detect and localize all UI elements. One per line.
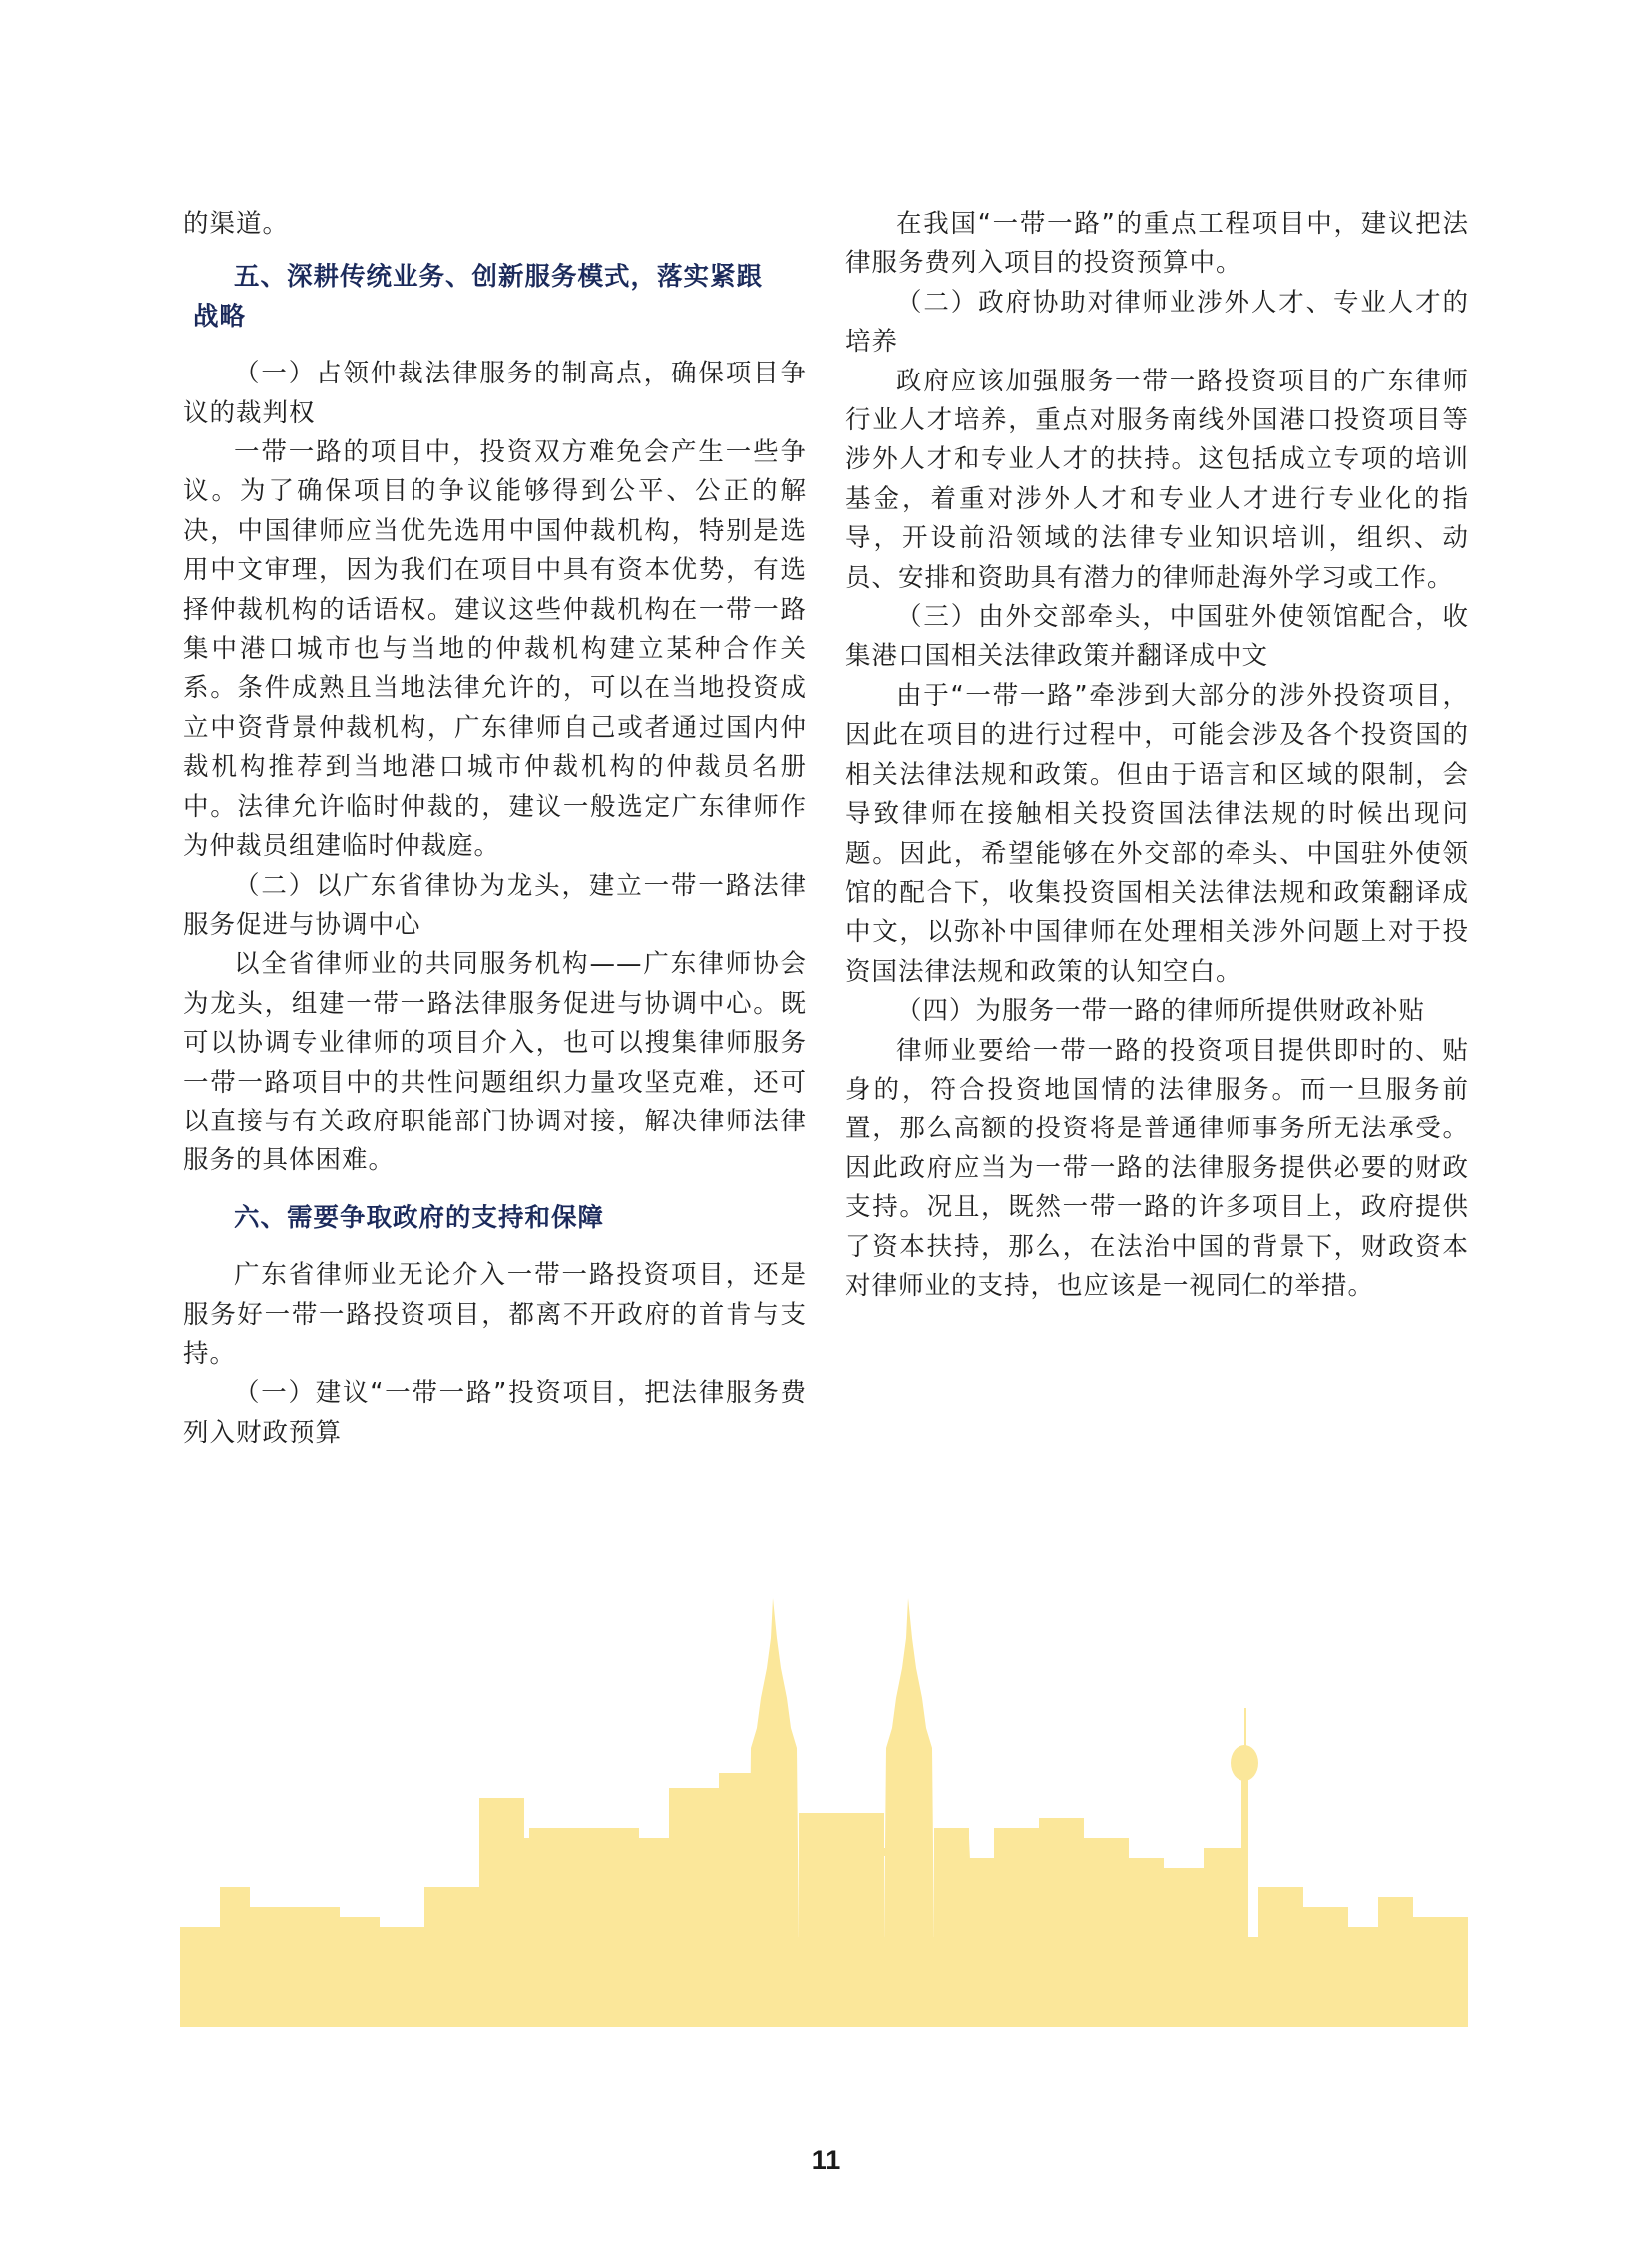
section-heading-6: 六、需要争取政府的支持和保障	[234, 1202, 605, 1233]
subheading-6-3: （三）由外交部牵头，中国驻外使领馆配合，收集港口国相关法律政策并翻译成中文	[845, 602, 1469, 672]
skyline-silhouette	[180, 1598, 1468, 2027]
subheading-6-2: （二）政府协助对律师业涉外人才、专业人才的培养	[845, 287, 1469, 358]
paragraph-coordination-center: 以全省律师业的共同服务机构——广东律师协会为龙头，组建一带一路法律服务促进与协调中心。既可以协调专业律师的项目介入，也可以搜集律师服务一带一路项目中的共性问题组织力量攻坚克难，还可以直接与有关政府职能部门协调对接，解决律师法律服务的具体困难。	[183, 949, 807, 1176]
paragraph-foreign-law-translation: 由于“一带一路”牵涉到大部分的涉外投资项目，因此在项目的进行过程中，可能会涉及各个投资国的相关法律法规和政策。但由于语言和区域的限制，会导致律师在接触相关投资国法律法规的时候出现问题。因此，希望能够在外交部的牵头、中国驻外使领馆的配合下，收集投资国相关法律法规和政策翻译成中文，以弥补中国律师在处理相关涉外问题上对于投资国法律法规和政策的认知空白。	[845, 680, 1469, 987]
right-column	[845, 205, 1469, 1306]
city-skyline-illustration	[180, 1588, 1468, 2027]
paragraph-financial-subsidy: 律师业要给一带一路的投资项目提供即时的、贴身的，符合投资地国情的法律服务。而一旦服务前置，那么高额的投资将是普通律师事务所无法承受。因此政府应当为一带一路的法律服务提供必要的财政支持。况且，既然一带一路的许多项目上，政府提供了资本扶持，那么，在法治中国的背景下，财政资本对律师业的支持，也应该是一视同仁的举措。	[845, 1035, 1469, 1301]
paragraph-government-support: 广东省律师业无论介入一带一路投资项目，还是服务好一带一路投资项目，都离不开政府的首肯与支持。	[183, 1260, 807, 1369]
section-heading-5-tail: 战略	[193, 301, 247, 332]
subheading-5-2: （二）以广东省律协为龙头，建立一带一路法律服务促进与协调中心	[183, 870, 807, 940]
paragraph-talent-training: 政府应该加强服务一带一路投资项目的广东律师行业人才培养，重点对服务南线外国港口投资项目等涉外人才和专业人才的扶持。这包括成立专项的培训基金，着重对涉外人才和专业人才进行专业化的指导，开设前沿领域的法律专业知识培训，组织、动员、安排和资助具有潜力的律师赴海外学习或工作。	[845, 366, 1469, 593]
left-column	[183, 205, 807, 1453]
subheading-6-4: （四）为服务一带一路的律师所提供财政补贴	[896, 996, 1426, 1027]
page-number: 11	[811, 2145, 841, 2175]
paragraph-continuation: 的渠道。	[183, 209, 290, 239]
paragraph-arbitration: 一带一路的项目中，投资双方难免会产生一些争议。为了确保项目的争议能够得到公平、公正的解决，中国律师应当优先选用中国仲裁机构，特别是选用中文审理，因为我们在项目中具有资本优势，有选择仲裁机构的话语权。建议这些仲裁机构在一带一路集中港口城市也与当地的仲裁机构建立某种合作关系。条件成熟且当地法律允许的，可以在当地投资成立中资背景仲裁机构，广东律师自己或者通过国内仲裁机构推荐到当地港口城市仲裁机构的仲裁员名册中。法律允许临时仲裁的，建议一般选定广东律师作为仲裁员组建临时仲裁庭。	[183, 437, 807, 862]
subheading-5-1: （一）占领仲裁法律服务的制高点，确保项目争议的裁判权	[183, 359, 807, 428]
section-heading-5: 五、深耕传统业务、创新服务模式，落实紧跟	[234, 262, 764, 293]
subheading-6-1: （一）建议“一带一路”投资项目，把法律服务费列入财政预算	[183, 1378, 807, 1448]
paragraph-budget: 在我国“一带一路”的重点工程项目中，建议把法律服务费列入项目的投资预算中。	[845, 209, 1469, 279]
